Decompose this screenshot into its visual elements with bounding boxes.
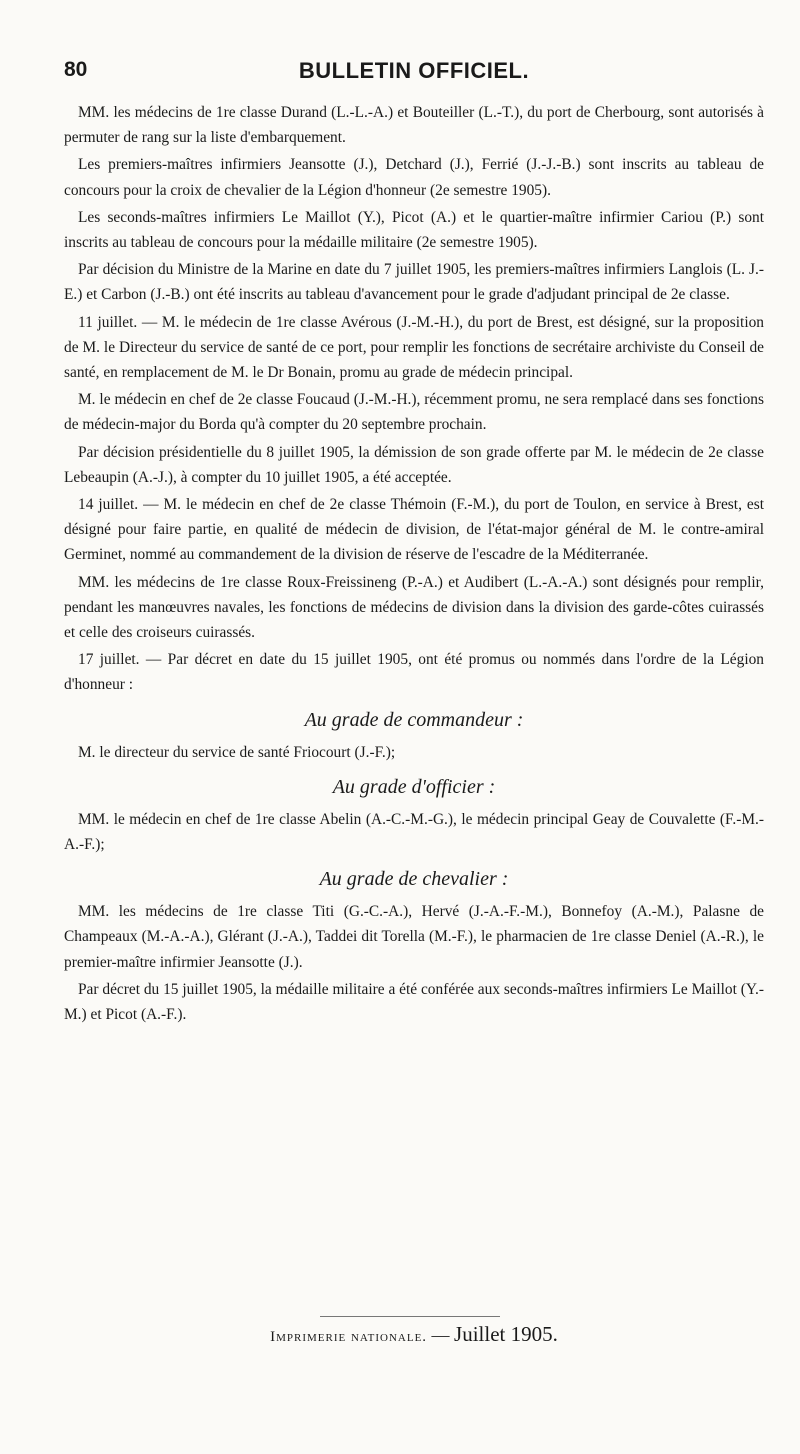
- paragraph: 11 juillet. — M. le médecin de 1re classe Avérous (J.-M.-H.), du port de Brest, est désigné, sur la proposition de M. le Directeur du service de santé de ce port, pour remplir les fonctions de secrétaire archiviste du Conseil de santé, en remplacement de M. le Dr Bonain, promu au grade de médecin principal.: [64, 313, 764, 382]
- paragraph-commandeur: M. le directeur du service de santé Friocourt (J.-F.);: [78, 743, 396, 761]
- imprint: Imprimerie nationale.: [270, 1329, 428, 1345]
- footer-date: Juillet 1905.: [454, 1322, 558, 1346]
- paragraph: MM. les médecins de 1re classe Durand (L.-L.-A.) et Bouteiller (L.-T.), du port de Cherbourg, sont autorisés à permuter de rang sur la liste d'embarquement.: [64, 104, 764, 147]
- paragraph-final: Par décret du 15 juillet 1905, la médaille militaire a été conférée aux seconds-maîtres infirmiers Le Maillot (Y.-M.) et Picot (A.-F.).: [64, 980, 764, 1024]
- page-number: 80: [64, 58, 88, 81]
- subheading-officier: Au grade d'officier :: [332, 775, 496, 798]
- running-title: BULLETIN OFFICIEL.: [298, 58, 530, 83]
- page-header: [64, 58, 764, 92]
- subheading-commandeur: Au grade de commandeur :: [304, 708, 524, 731]
- paragraph: Les premiers-maîtres infirmiers Jeansotte (J.), Detchard (J.), Ferrié (J.-J.-B.) sont inscrits au tableau de concours pour la croix de chevalier de la Légion d'honneur (2e semestre 1905).: [64, 156, 764, 199]
- paragraph: MM. les médecins de 1re classe Roux-Freissineng (P.-A.) et Audibert (L.-A.-A.) sont désignés pour remplir, pendant les manœuvres navales, les fonctions de médecins de division dans la division des garde-côtes cuirassés et celle des croiseurs cuirassés.: [64, 573, 764, 642]
- footer-rule: [320, 1316, 500, 1317]
- paragraph: 17 juillet. — Par décret en date du 15 juillet 1905, ont été promus ou nommés dans l'ordre de la Légion d'honneur :: [64, 651, 764, 694]
- paragraph-officier: MM. le médecin en chef de 1re classe Abelin (A.-C.-M.-G.), le médecin principal Geay de Couvalette (F.-M.-A.-F.);: [64, 810, 764, 854]
- footer-dash: —: [431, 1325, 450, 1345]
- paragraph: Par décision présidentielle du 8 juillet 1905, la démission de son grade offerte par M. le médecin de 2e classe Lebeaupin (A.-J.), à compter du 10 juillet 1905, a été acceptée.: [64, 443, 764, 486]
- page-footer: [64, 1322, 764, 1347]
- paragraph-chevalier: MM. les médecins de 1re classe Titi (G.-C.-A.), Hervé (J.-A.-F.-M.), Bonnefoy (A.-M.), Palasne de Champeaux (M.-A.-A.), Glérant (J.-A.), Taddei dit Torella (M.-F.), le pharmacien de 1re classe Deniel (A.-R.), le premier-maître infirmier Jeansotte (J.).: [64, 903, 764, 971]
- paragraph: Par décision du Ministre de la Marine en date du 7 juillet 1905, les premiers-maîtres infirmiers Langlois (L. J.-E.) et Carbon (J.-B.) ont été inscrits au tableau d'avancement pour le grade d'adjudant principal de 2e classe.: [64, 261, 764, 304]
- paragraph: Les seconds-maîtres infirmiers Le Maillot (Y.), Picot (A.) et le quartier-maître infirmier Cariou (P.) sont inscrits au tableau de concours pour la médaille militaire (2e semestre 1905).: [64, 208, 764, 252]
- document-page: [64, 0, 764, 1454]
- subheading-chevalier: Au grade de chevalier :: [319, 868, 509, 891]
- document-body: [64, 100, 764, 1029]
- paragraph: 14 juillet. — M. le médecin en chef de 2e classe Thémoin (F.-M.), du port de Toulon, en service à Brest, est désigné pour faire partie, en qualité de médecin de division, de l'état-major général de M. le contre-amiral Germinet, nommé au commandement de la division de réserve de l'escadre de la Méditerranée.: [64, 496, 764, 564]
- paragraph: M. le médecin en chef de 2e classe Foucaud (J.-M.-H.), récemment promu, ne sera remplacé dans ses fonctions de médecin-major du Borda qu'à compter du 20 septembre prochain.: [64, 391, 764, 434]
